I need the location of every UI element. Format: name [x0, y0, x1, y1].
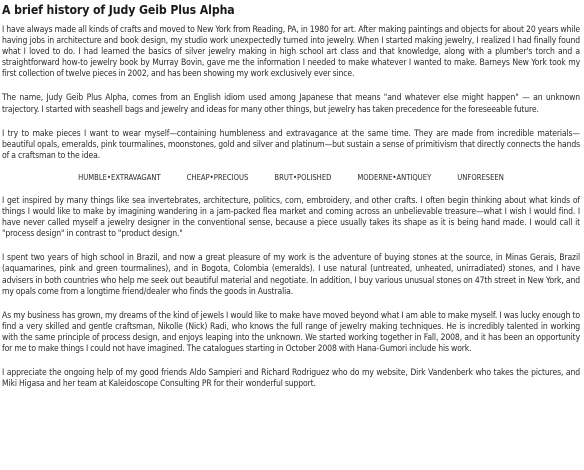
tagline-row: [2, 173, 580, 183]
paragraph-materials: I try to make pieces I want to wear myself—containing humbleness and extravagance at the same time. They are made from incredible materials—beautiful opals, emeralds, pink tourmalines, moonstones, gold and silver and platinum—but sustain a sense of primitivism that directly connects the hands of a craftsman to the idea.: [2, 128, 580, 161]
tagline-brut-polished: BRUT•POLISHED: [274, 172, 332, 182]
page-title: A brief history of Judy Geib Plus Alpha: [2, 3, 235, 17]
tagline-unforeseen: UNFORESEEN: [457, 172, 504, 182]
paragraph-craftsman: As my business has grown, my dreams of the kind of jewels I would like to make have moved beyond what I am able to make myself. I was lucky enough to find a very skilled and gentle craftsman, Nikolle (Nick) Radi, who knows the full range of jewelry making techniques. He is incredibly talented in working with the same principle of process design, and enjoys leaping into the unknown. We started working together in Fall, 2008, and it has been an opportunity for me to make things I could not have imagined. The catalogues starting in October 2008 with Hana-Gumori include his work.: [2, 310, 580, 354]
tagline-humble-extravagant: HUMBLE•EXTRAVAGANT: [78, 172, 161, 182]
paragraph-origins: I have always made all kinds of crafts and moved to New York from Reading, PA, in 1980 for art. After making paintings and objects for about 20 years while having jobs in architecture and book design, my studio work unexpectedly turned into jewelry. When I started making jewelry, I realized I had finally found what I loved to do. I had learned the basics of silver jewelry making in high school art class and that knowledge, along with a plumber's torch and a straightforward how-to jewelry book by Murray Bovin, gave me the information I needed to make whatever I wanted to make. Barneys New York took my first collection of twelve pieces in 2002, and has been showing my work exclusively ever since.: [2, 25, 580, 80]
tagline-moderne-antiquey: MODERNE•ANTIQUEY: [357, 172, 432, 182]
paragraph-acknowledgements: I appreciate the ongoing help of my good friends Aldo Sampieri and Richard Rodriguez who do my website, Dirk Vandenberk who takes the pictures, and Miki Higasa and her team at Kaleidoscope Consulting PR for their wonderful support.: [2, 368, 580, 390]
paragraph-name-meaning: The name, Judy Geib Plus Alpha, comes from an English idiom used among Japanese that means "and whatever else might happen" — an unknown trajectory. I started with seashell bags and jewelry and ideas for many other things, but jewelry has taken precedence for the foreseeable future.: [2, 93, 580, 115]
tagline-cheap-precious: CHEAP•PRECIOUS: [186, 172, 249, 182]
paragraph-stones: I spent two years of high school in Brazil, and now a great pleasure of my work is the adventure of buying stones at the source, in Minas Gerais, Brazil (aquamarines, pink and green tourmalines), and in Bogota, Colombia (emeralds). I use natural (untreated, unheated, unirradiated) stones, and I have advisers in both countries who help me seek out beautiful material and negotiate. In addition, I buy various unusual stones on 47th street in New York, and my opals come from a longtime friend/dealer who finds the goods in Australia.: [2, 253, 580, 297]
paragraph-inspiration: I get inspired by many things like sea invertebrates, architecture, politics, corn, embroidery, and other crafts. I often begin thinking about what kinds of things I would like to make by imagining wandering in a jam-packed flea market and coming across an unbelievable treasure—what I wish I would find. I have never called myself a jewelry designer in the conventional sense, because a piece usually takes its shape as it is being hand made. I would call it "process design" in contrast to "product design.": [2, 195, 580, 240]
